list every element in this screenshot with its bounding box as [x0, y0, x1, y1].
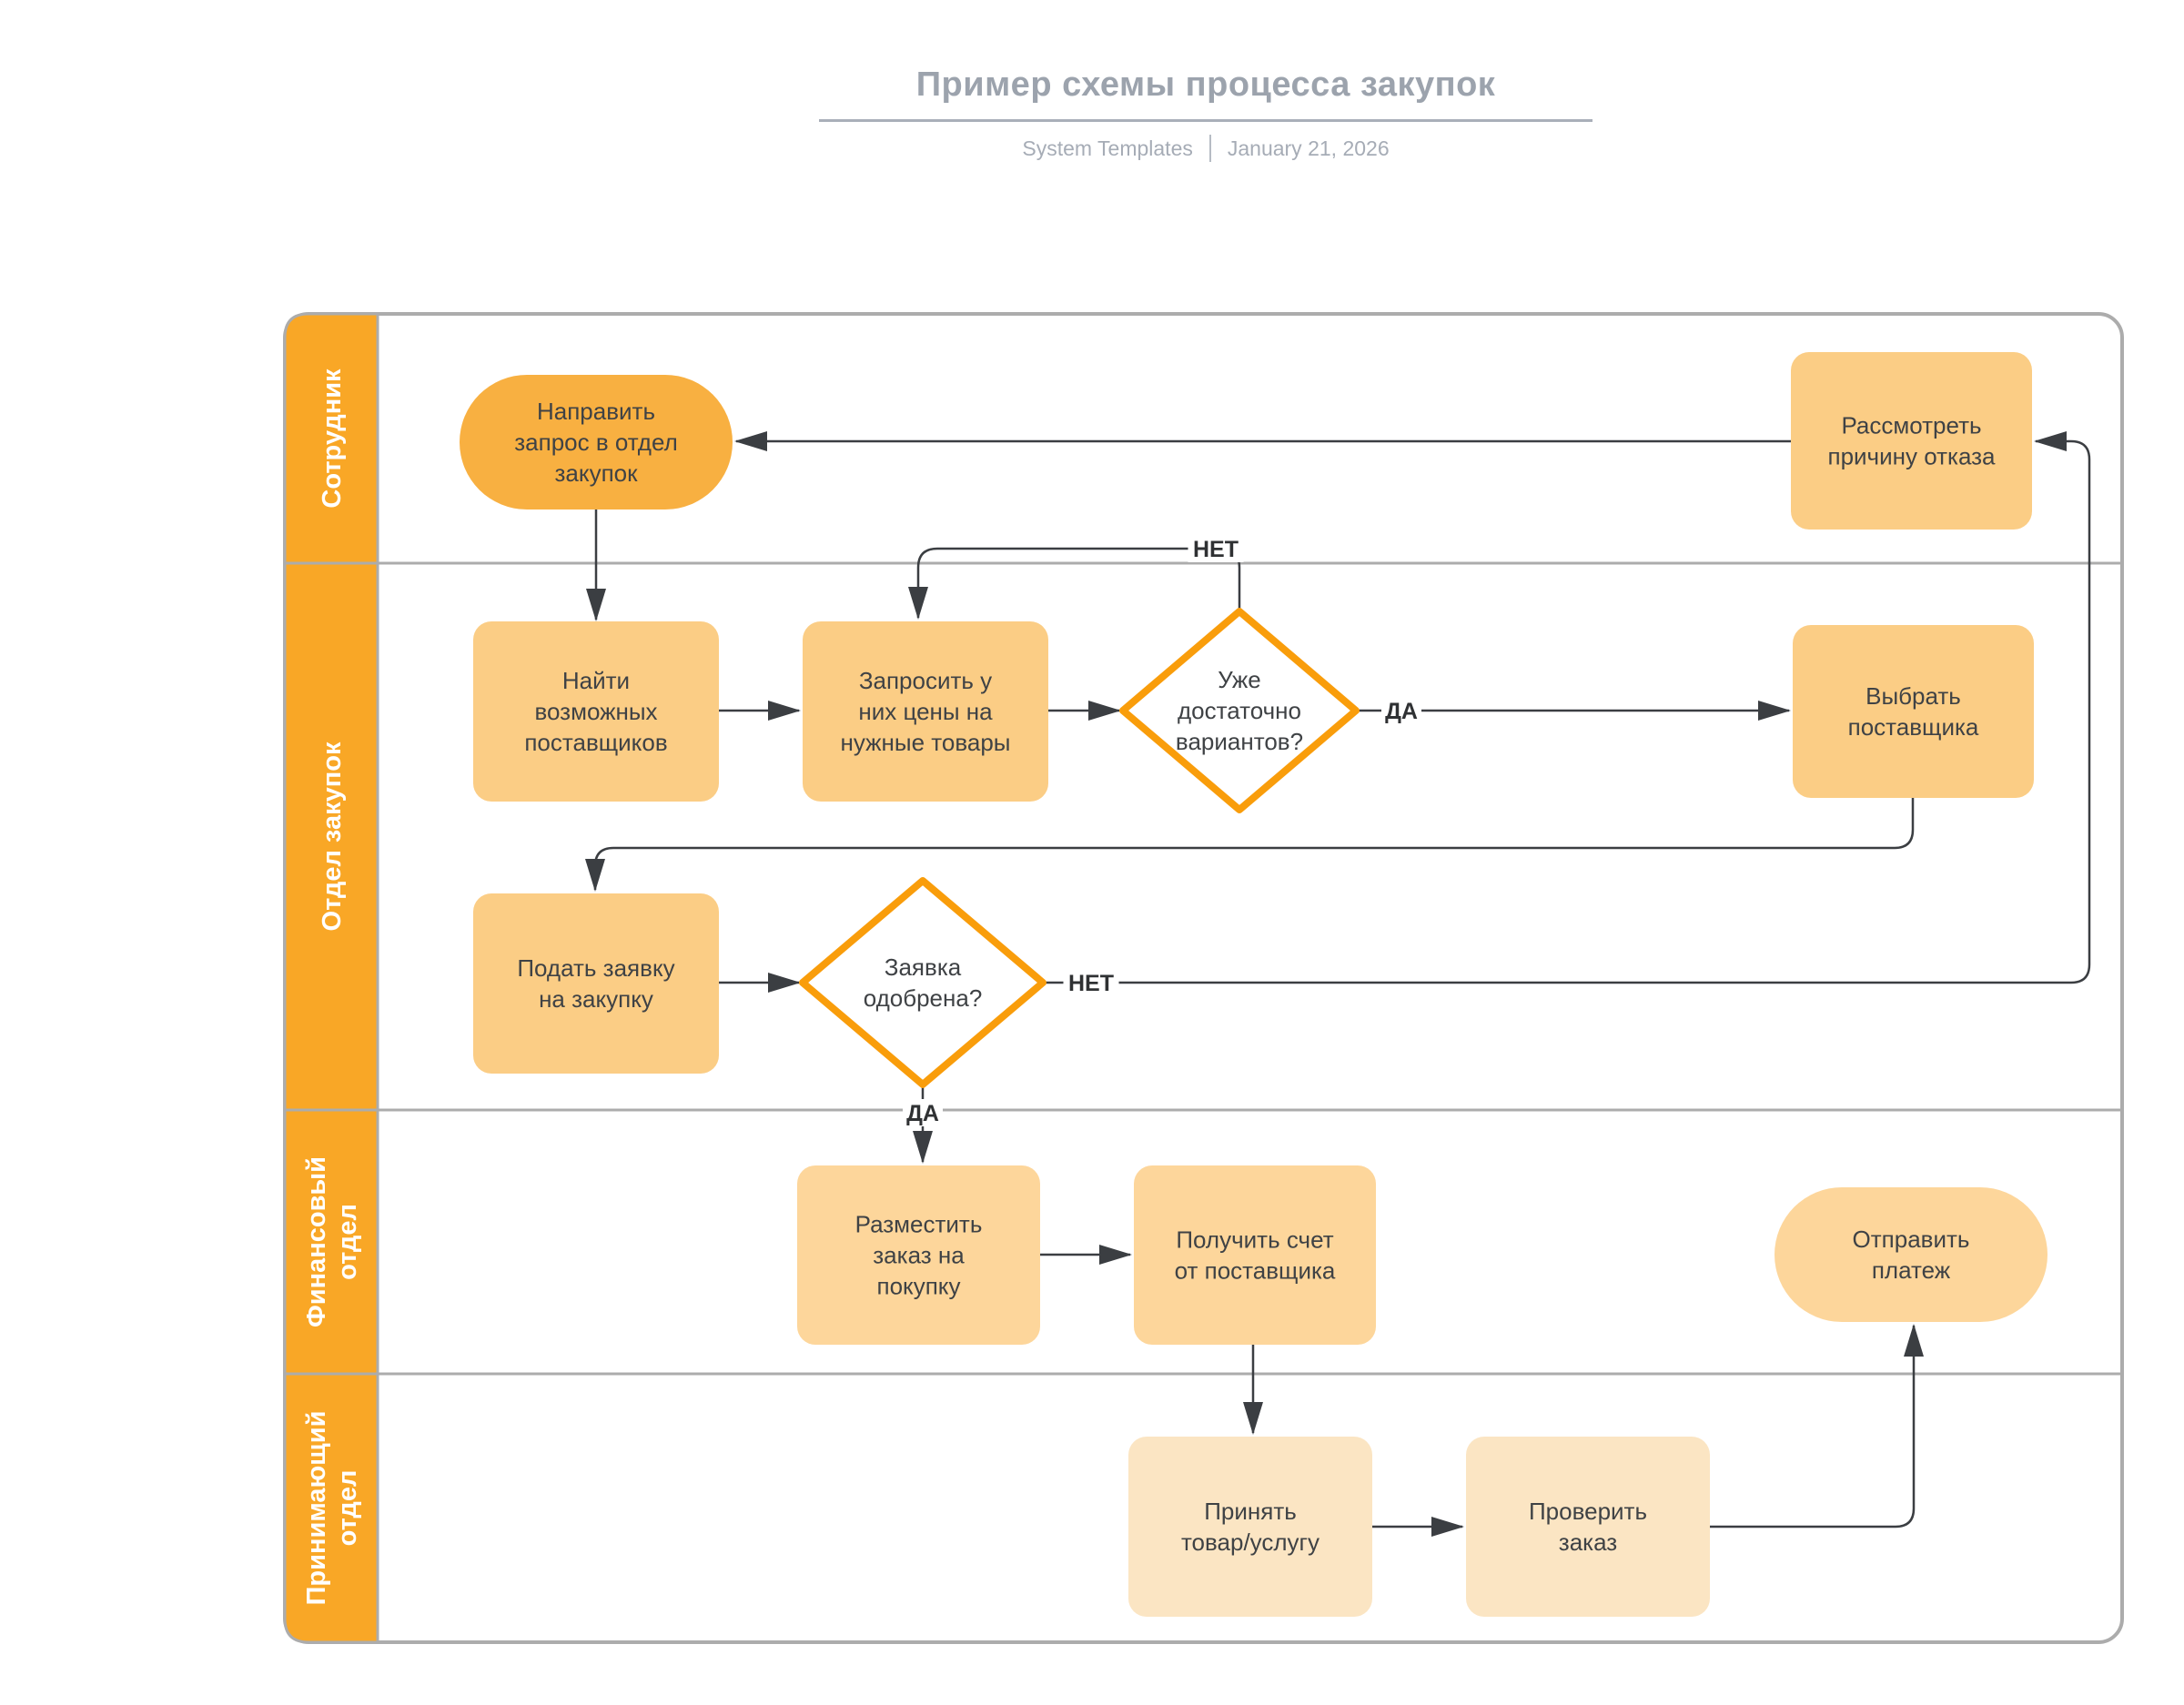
check-label: Проверить заказ	[1528, 1498, 1648, 1557]
node-review[interactable]	[1791, 352, 2032, 530]
lane-label-purchasing: Отдел закупок	[318, 742, 347, 932]
place-label: Разместить заказ на покупку	[854, 1210, 983, 1300]
node-check[interactable]	[1466, 1437, 1710, 1617]
request-label: Запросить у них цены на нужные товары	[840, 667, 1011, 757]
lane-label-finance: Финансовыйотдел	[302, 1155, 362, 1328]
node-invoice[interactable]	[1134, 1165, 1376, 1345]
submit-label: Подать заявку на закупку	[517, 954, 675, 1014]
author-label: System Templates	[1022, 136, 1193, 160]
node-place[interactable]	[797, 1165, 1040, 1345]
lane-finance	[285, 1110, 378, 1374]
edge-label-enough-no-loop: НЕТ	[1193, 536, 1239, 562]
node-receive[interactable]	[1128, 1437, 1372, 1617]
pay-shape[interactable]	[1774, 1187, 2048, 1322]
edge-label-approved-no: НЕТ	[1068, 970, 1114, 996]
receive-shape[interactable]	[1128, 1437, 1372, 1617]
lane-receiving	[285, 1374, 378, 1642]
date-label: January 21, 2026	[1227, 136, 1390, 160]
page-title: Пример схемы процесса закупок	[819, 66, 1592, 122]
node-find[interactable]	[473, 621, 719, 802]
lane-label-employee: Сотрудник	[318, 368, 347, 509]
enough-label: Уже достаточно вариантов?	[1175, 666, 1304, 756]
review-shape[interactable]	[1791, 352, 2032, 530]
lane-label-receiving: Принимающийотдел	[302, 1410, 362, 1606]
invoice-shape[interactable]	[1134, 1165, 1376, 1345]
lane-header-finance	[285, 1110, 378, 1374]
node-request[interactable]	[803, 621, 1048, 802]
find-label: Найти возможных поставщиков	[524, 667, 668, 757]
submit-shape[interactable]	[473, 893, 719, 1074]
lane-employee	[285, 314, 378, 563]
edge-label-approved-yes: ДА	[906, 1100, 939, 1126]
lane-purchasing	[285, 563, 378, 1110]
node-select[interactable]	[1793, 625, 2034, 798]
invoice-label: Получить счет от поставщика	[1174, 1226, 1336, 1285]
lane-header-receiving	[285, 1374, 378, 1642]
start-label: Направить запрос в отдел закупок	[514, 398, 678, 488]
check-shape[interactable]	[1466, 1437, 1710, 1617]
receive-label: Принять товар/услугу	[1180, 1498, 1320, 1557]
node-pay[interactable]	[1774, 1187, 2048, 1322]
node-submit[interactable]	[473, 893, 719, 1074]
edge-label-enough-yes: ДА	[1385, 698, 1418, 724]
pay-label: Отправить платеж	[1852, 1226, 1970, 1285]
node-start[interactable]	[460, 375, 733, 509]
review-label: Рассмотреть причину отказа	[1827, 411, 1996, 470]
select-label: Выбрать поставщика	[1847, 682, 1979, 742]
approved-label: Заявка одобрена?	[863, 953, 983, 1013]
select-shape[interactable]	[1793, 625, 2034, 798]
